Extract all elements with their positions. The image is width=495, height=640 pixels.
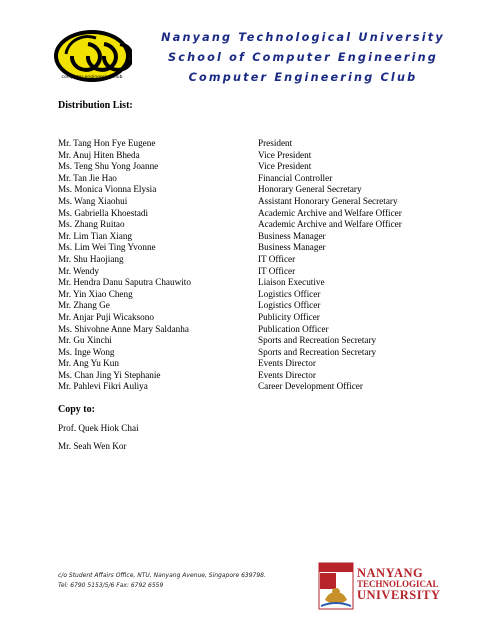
member-name: Mr. Ang Yu Kun: [58, 358, 119, 369]
member-role: Assistant Honorary General Secretary: [258, 195, 398, 206]
member-role: Business Manager: [258, 230, 326, 241]
distribution-row: [58, 173, 418, 185]
distribution-row: [58, 347, 418, 359]
member-role: Honorary General Secretary: [258, 184, 362, 195]
ntu-wordmark-line3: UNIVERSITY: [357, 588, 441, 602]
distribution-row: [58, 324, 418, 336]
member-role: Financial Controller: [258, 172, 333, 183]
member-role: Vice President: [258, 161, 312, 172]
distribution-row: [58, 161, 418, 173]
member-role: Logistics Officer: [258, 288, 321, 299]
distribution-row: [58, 138, 418, 150]
member-name: Mr. Pahlevi Fikri Auliya: [58, 381, 148, 392]
member-role: Career Development Officer: [258, 381, 363, 392]
distribution-heading: Distribution List:: [58, 100, 133, 111]
distribution-row: [58, 381, 418, 393]
member-name: Ms. Lim Wei Ting Yvonne: [58, 242, 156, 253]
distribution-row: [58, 335, 418, 347]
distribution-row: [58, 254, 418, 266]
footer-address-block: [58, 571, 266, 590]
member-role: Events Director: [258, 369, 316, 380]
ntu-wordmark-line2: TECHNOLOGICAL: [357, 579, 439, 589]
member-role: Logistics Officer: [258, 300, 321, 311]
member-name: Mr. Gu Xinchi: [58, 335, 112, 346]
letterhead-title: [138, 28, 468, 88]
ntu-crest-icon: [318, 562, 354, 610]
header-club: Computer Engineering Club: [188, 71, 418, 84]
distribution-row: [58, 184, 418, 196]
member-role: IT Officer: [258, 265, 296, 276]
member-role: Academic Archive and Welfare Officer: [258, 207, 402, 218]
distribution-row: [58, 312, 418, 324]
copy-to-heading: Copy to:: [58, 404, 95, 415]
member-name: Mr. Anuj Hiten Bheda: [58, 149, 140, 160]
distribution-list: [58, 138, 418, 393]
distribution-row: [58, 277, 418, 289]
member-name: Ms. Zhang Ruitao: [58, 219, 125, 230]
member-name: Mr. Yin Xiao Cheng: [58, 288, 133, 299]
club-logo: [52, 28, 132, 84]
copy-to-recipient: Mr. Seah Wen Kor: [58, 441, 127, 451]
member-role: IT Officer: [258, 253, 296, 264]
member-role: Vice President: [258, 149, 312, 160]
member-name: Ms. Chan Jing Yi Stephanie: [58, 369, 161, 380]
distribution-row: [58, 150, 418, 162]
member-role: Business Manager: [258, 242, 326, 253]
distribution-row: [58, 300, 418, 312]
distribution-row: [58, 242, 418, 254]
member-name: Mr. Hendra Danu Saputra Chauwito: [58, 277, 191, 288]
member-name: Ms. Gabriella Khoestadi: [58, 207, 149, 218]
copy-to-recipient: Prof. Quek Hiok Chai: [58, 423, 139, 433]
member-name: Mr. Anjar Puji Wicaksono: [58, 311, 154, 322]
distribution-row: [58, 358, 418, 370]
ntu-wordmark: [357, 568, 441, 601]
member-name: Mr. Tan Jie Hao: [58, 172, 117, 183]
member-role: Publicity Officer: [258, 311, 320, 322]
footer-address: c/o Student Affairs Office, NTU, Nanyang Avenue, Singapore 639798.: [58, 572, 266, 579]
member-name: Mr. Wendy: [58, 265, 99, 276]
distribution-row: [58, 196, 418, 208]
member-name: Mr. Tang Hon Fye Eugene: [58, 138, 156, 148]
member-name: Mr. Shu Haojiang: [58, 253, 124, 264]
member-name: Ms. Teng Shu Yong Joanne: [58, 161, 159, 172]
member-name: Ms. Wang Xiaohui: [58, 195, 128, 206]
member-name: Mr. Lim Tian Xiang: [58, 230, 133, 241]
member-name: Ms. Shivohne Anne Mary Saldanha: [58, 323, 189, 334]
member-role: President: [258, 138, 293, 148]
member-role: Sports and Recreation Secretary: [258, 335, 377, 346]
distribution-row: [58, 370, 418, 382]
member-role: Academic Archive and Welfare Officer: [258, 219, 402, 230]
member-role: Publication Officer: [258, 323, 329, 334]
club-logo-caption: computer engineering club: [61, 75, 123, 80]
member-name: Mr. Zhang Ge: [58, 300, 110, 311]
distribution-row: [58, 219, 418, 231]
header-university: Nanyang Technological University: [161, 31, 445, 44]
member-role: Sports and Recreation Secretary: [258, 346, 377, 357]
member-role: Events Director: [258, 358, 316, 369]
distribution-row: [58, 266, 418, 278]
member-name: Ms. Inge Wong: [58, 346, 115, 357]
member-name: Ms. Monica Vionna Elysia: [58, 184, 157, 195]
distribution-row: [58, 208, 418, 220]
ntu-wordmark-line1: NANYANG: [357, 566, 424, 580]
header-school: School of Computer Engineering: [168, 51, 438, 64]
footer-contact: Tel: 6790 5153/5/6 Fax: 6792 6559: [58, 581, 164, 589]
distribution-row: [58, 289, 418, 301]
distribution-row: [58, 231, 418, 243]
member-role: Liaison Executive: [258, 277, 325, 288]
